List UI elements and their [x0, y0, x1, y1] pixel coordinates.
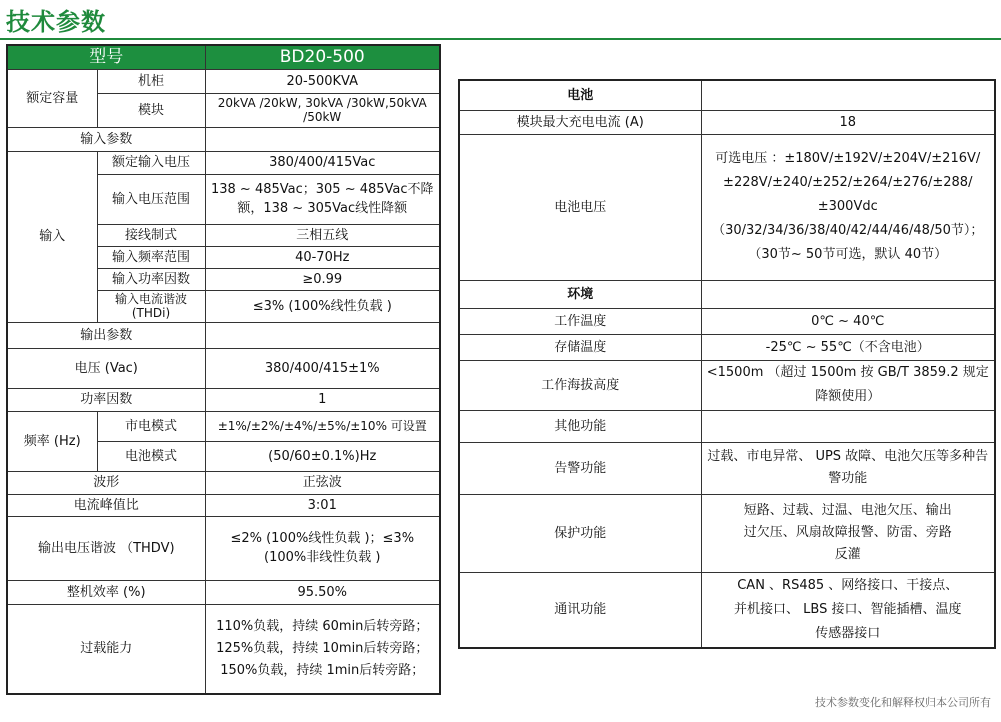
- crest-factor-label: 电流峰值比: [7, 494, 205, 516]
- max-charge-value: 18: [701, 110, 995, 134]
- crest-factor-value: 3:01: [205, 494, 440, 516]
- input-params-value: [205, 127, 440, 151]
- storage-temp-value: -25℃ ~ 55℃（不含电池）: [701, 334, 995, 360]
- input-frequency-label: 输入频率范围: [97, 246, 205, 268]
- rated-capacity-label: 额定容量: [7, 69, 97, 127]
- battery-section-value: [701, 80, 995, 110]
- thdv-value: ≤2% (100%线性负载 )；≤3% (100%非线性负载 ): [205, 516, 440, 580]
- rated-input-voltage-value: 380/400/415Vac: [205, 151, 440, 174]
- operating-temp-label: 工作温度: [459, 308, 701, 334]
- spec-table-left: [6, 44, 441, 695]
- input-label: 输入: [7, 151, 97, 322]
- altitude-label: 工作海拔高度: [459, 360, 701, 410]
- waveform-label: 波形: [7, 471, 205, 494]
- alarm-value: 过载、市电异常、 UPS 故障、电池欠压等多种告警功能: [701, 442, 995, 494]
- altitude-value: <1500m （超过 1500m 按 GB/T 3859.2 规定降额使用）: [701, 360, 995, 410]
- input-pf-value: ≥0.99: [205, 268, 440, 290]
- overload-label: 过载能力: [7, 604, 205, 694]
- model-header-label: 型号: [7, 45, 205, 69]
- wiring-label: 接线制式: [97, 224, 205, 246]
- max-charge-label: 模块最大充电电流 (A): [459, 110, 701, 134]
- power-factor-value: 1: [205, 388, 440, 411]
- communication-label: 通讯功能: [459, 572, 701, 648]
- title-divider: [0, 38, 1001, 40]
- overload-line-110: 110%负载，持续 60min后转旁路；: [216, 618, 429, 634]
- overload-line-150: 150%负载，持续 1min后转旁路；: [220, 662, 425, 678]
- thdi-value: ≤3% (100%线性负载 ): [205, 290, 440, 322]
- efficiency-value: 95.50%: [205, 580, 440, 604]
- copyright-footer: 技术参数变化和解释权归本公司所有: [815, 696, 991, 709]
- other-functions-value: [701, 410, 995, 442]
- overload-line-125: 125%负载，持续 10min后转旁路；: [216, 640, 429, 656]
- cabinet-value: 20-500KVA: [205, 69, 440, 93]
- page-title: 技术参数: [6, 8, 106, 36]
- battery-voltage-options: 可选电压 ：±180V/±192V/±204V/±216V/±228V/±240/±252/±264/±276/±288/±300Vdc: [715, 151, 981, 214]
- spec-table-right: [458, 79, 996, 649]
- model-header-value: BD20-500: [205, 45, 440, 69]
- battery-section-label: 电池: [459, 80, 701, 110]
- module-label: 模块: [97, 93, 205, 127]
- battery-voltage-label: 电池电压: [459, 134, 701, 280]
- output-params-label: 输出参数: [7, 322, 205, 348]
- input-pf-label: 输入功率因数: [97, 268, 205, 290]
- communication-value: CAN 、RS485 、网络接口、干接点、并机接口、 LBS 接口、智能插槽、温度传感器接口: [701, 572, 995, 648]
- input-voltage-range-value: 138 ~ 485Vac；305 ~ 485Vac不降额，138 ~ 305Vac线性降额: [205, 174, 440, 224]
- environment-section-value: [701, 280, 995, 308]
- battery-mode-label: 电池模式: [97, 441, 205, 471]
- output-voltage-value: 380/400/415±1%: [205, 348, 440, 388]
- input-frequency-value: 40-70Hz: [205, 246, 440, 268]
- waveform-value: 正弦波: [205, 471, 440, 494]
- environment-section-label: 环境: [459, 280, 701, 308]
- protection-value: 短路、过载、过温、电池欠压、输出过欠压、风扇故障报警、防雷、旁路反灌: [701, 494, 995, 572]
- alarm-label: 告警功能: [459, 442, 701, 494]
- battery-mode-value: (50/60±0.1%)Hz: [205, 441, 440, 471]
- wiring-value: 三相五线: [205, 224, 440, 246]
- battery-cell-count: （30/32/34/36/38/40/42/44/46/48/50节）；（30节~ 50节可选，默认 40节）: [712, 223, 984, 262]
- frequency-label: 频率 (Hz): [7, 411, 97, 471]
- power-factor-label: 功率因数: [7, 388, 205, 411]
- thdv-label: 输出电压谐波 （THDV): [7, 516, 205, 580]
- other-functions-label: 其他功能: [459, 410, 701, 442]
- efficiency-label: 整机效率 (%): [7, 580, 205, 604]
- rated-input-voltage-label: 额定输入电压: [97, 151, 205, 174]
- input-params-label: 输入参数: [7, 127, 205, 151]
- mains-mode-value: ±1%/±2%/±4%/±5%/±10% 可设置: [205, 411, 440, 441]
- protection-label: 保护功能: [459, 494, 701, 572]
- mains-mode-label: 市电模式: [97, 411, 205, 441]
- operating-temp-value: 0℃ ~ 40℃: [701, 308, 995, 334]
- storage-temp-label: 存储温度: [459, 334, 701, 360]
- cabinet-label: 机柜: [97, 69, 205, 93]
- output-voltage-label: 电压 (Vac): [7, 348, 205, 388]
- thdi-label: 输入电流谐波 (THDi): [97, 290, 205, 322]
- input-voltage-range-label: 输入电压范围: [97, 174, 205, 224]
- output-params-value: [205, 322, 440, 348]
- module-value: 20kVA /20kW, 30kVA /30kW,50kVA /50kW: [205, 93, 440, 127]
